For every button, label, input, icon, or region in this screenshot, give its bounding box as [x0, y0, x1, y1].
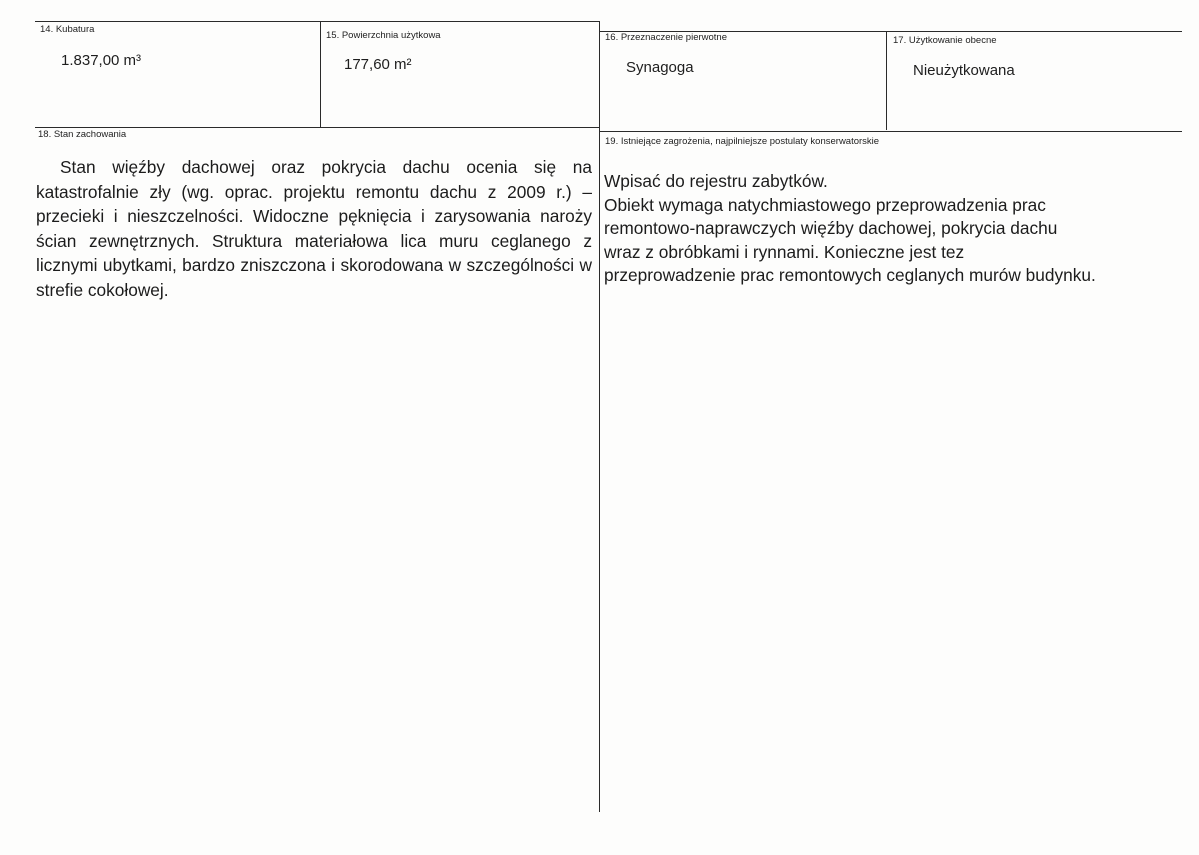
field-16-value: Synagoga — [626, 59, 694, 76]
field-14-value: 1.837,00 m³ — [61, 52, 142, 69]
row-divider-right — [600, 131, 1182, 132]
divider-15-16 — [599, 22, 600, 812]
top-border — [35, 21, 600, 22]
field-15-label: 15. Powierzchnia użytkowa — [326, 30, 441, 41]
row-divider-left — [35, 127, 600, 128]
field-19-line: wraz z obróbkami i rynnami. Konieczne jest tez — [604, 241, 965, 262]
divider-16-17 — [886, 32, 887, 130]
field-17-label: 17. Użytkowanie obecne — [893, 35, 997, 46]
field-19-line: remontowo-naprawczych więźby dachowej, pokrycia dachu — [604, 218, 1058, 238]
field-16-label: 16. Przeznaczenie pierwotne — [605, 32, 727, 43]
field-17-value: Nieużytkowana — [913, 62, 1015, 79]
divider-14-15 — [320, 22, 321, 128]
field-18-label: 18. Stan zachowania — [38, 129, 127, 140]
field-19-text — [604, 170, 1194, 288]
field-15-value: 177,60 m² — [344, 56, 412, 73]
field-18-text: Stan więźby dachowej oraz pokrycia dachu ocenia się na katastrofalnie zły (wg. oprac. projektu remontu dachu z 2009 r.) – przecieki i nieszczelności. Widoczne pęknięcia i zarysowania naroży ścian zewnętrznych. Struktura materiałowa lica muru ceglanego z licznymi ubytkami, bardzo zniszczona i skorodowana w szczególności w strefie cokołowej. — [36, 157, 592, 300]
field-19-line: Obiekt wymaga natychmiastowego przeprowadzenia prac — [604, 194, 1046, 215]
field-19-line: Wpisać do rejestru zabytków. — [604, 171, 828, 191]
field-19-label: 19. Istniejące zagrożenia, najpilniejsze postulaty konserwatorskie — [605, 136, 880, 147]
field-19-line: przeprowadzenie prac remontowych ceglanych murów budynku. — [604, 265, 1096, 285]
field-14-label: 14. Kubatura — [40, 24, 95, 35]
